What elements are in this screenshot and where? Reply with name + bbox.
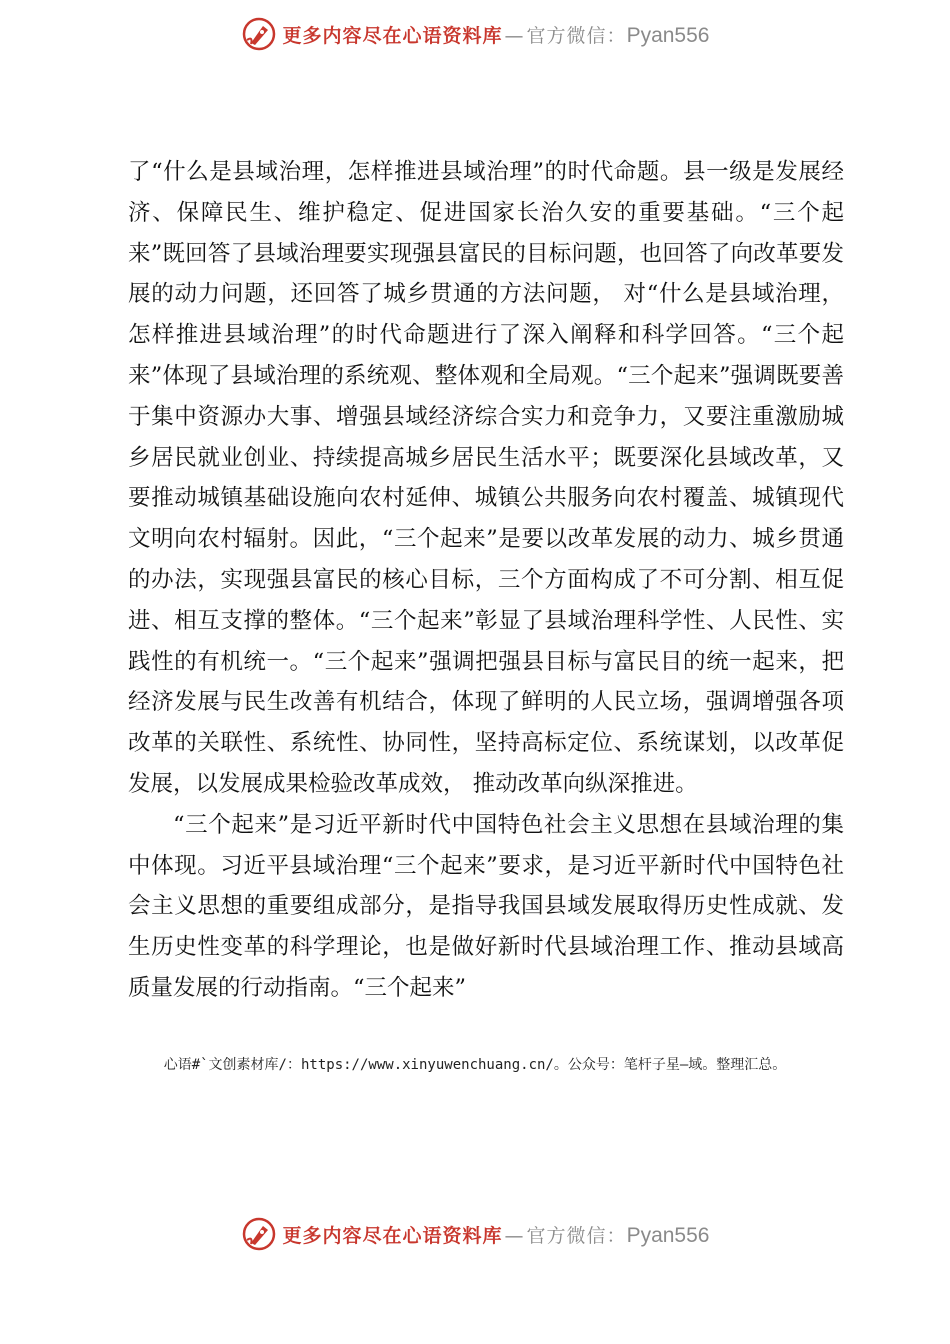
banner-text — [283, 1221, 710, 1248]
banner-separator: — — [504, 24, 525, 47]
banner-separator: — — [504, 1224, 525, 1247]
pen-nib-icon — [241, 1216, 277, 1252]
body-paragraph-1: 了“什么是县域治理，怎样推进县域治理”的时代命题。县一级是发展经济、保障民生、维护稳定、促进国家长治久安的重要基础。“三个起来”既回答了县域治理要实现强县富民的目标问题，也回答了向改革要发展的动力问题，还回答了城乡贯通的方法问题， 对“什么是县域治理，怎样推进县域治理”的时代命题进行了深入阐释和科学回答。“三个起来”体现了县域治理的系统观、整体观和全局观。“三个起来”强调既要善于集中资源办大事、增强县域经济综合实力和竞争力，又要注重激励城乡居民就业创业、持续提高城乡居民生活水平；既要深化县域改革，又要推动城镇基础设施向农村延伸、城镇公共服务向农村覆盖、城镇现代文明向农村辐射。因此，“三个起来”是要以改革发展的动力、城乡贯通的办法，实现强县富民的核心目标，三个方面构成了不可分割、相互促进、相互支撑的整体。“三个起来”彰显了县域治理科学性、人民性、实践性的有机统一。“三个起来”强调把强县目标与富民目的统一起来，把经济发展与民生改善有机结合，体现了鲜明的人民立场，强调增强各项改革的关联性、系统性、协同性，坚持高标定位、系统谋划，以改革促发展，以发展成果检验改革成效， 推动改革向纵深推进。 — [128, 159, 844, 797]
banner-wechat-id: Pyan556 — [626, 1223, 710, 1247]
header-banner — [0, 10, 950, 58]
banner-brand: 更多内容尽在心语资料库 — [282, 1224, 503, 1247]
footer-banner — [0, 1210, 950, 1258]
banner-wechat-label: 官方微信： — [526, 1224, 627, 1247]
banner-text — [283, 21, 710, 48]
source-footnote: 心语#`文创素材库/：https://www.xinyuwenchuang.cn/。公众号：笔杆子星—域。整理汇总。 — [163, 1057, 787, 1073]
banner-brand: 更多内容尽在心语资料库 — [282, 24, 503, 47]
banner-wechat-id: Pyan556 — [626, 23, 710, 47]
pen-nib-icon — [241, 16, 277, 52]
banner-wechat-label: 官方微信： — [526, 24, 627, 47]
document-body — [128, 152, 844, 1009]
body-paragraph-2: “三个起来”是习近平新时代中国特色社会主义思想在县域治理的集中体现。习近平县域治理“三个起来”要求，是习近平新时代中国特色社会主义思想的重要组成部分，是指导我国县域发展取得历史性成就、发生历史性变革的科学理论，也是做好新时代县域治理工作、推动县域高质量发展的行动指南。“三个起来” — [128, 811, 844, 1001]
